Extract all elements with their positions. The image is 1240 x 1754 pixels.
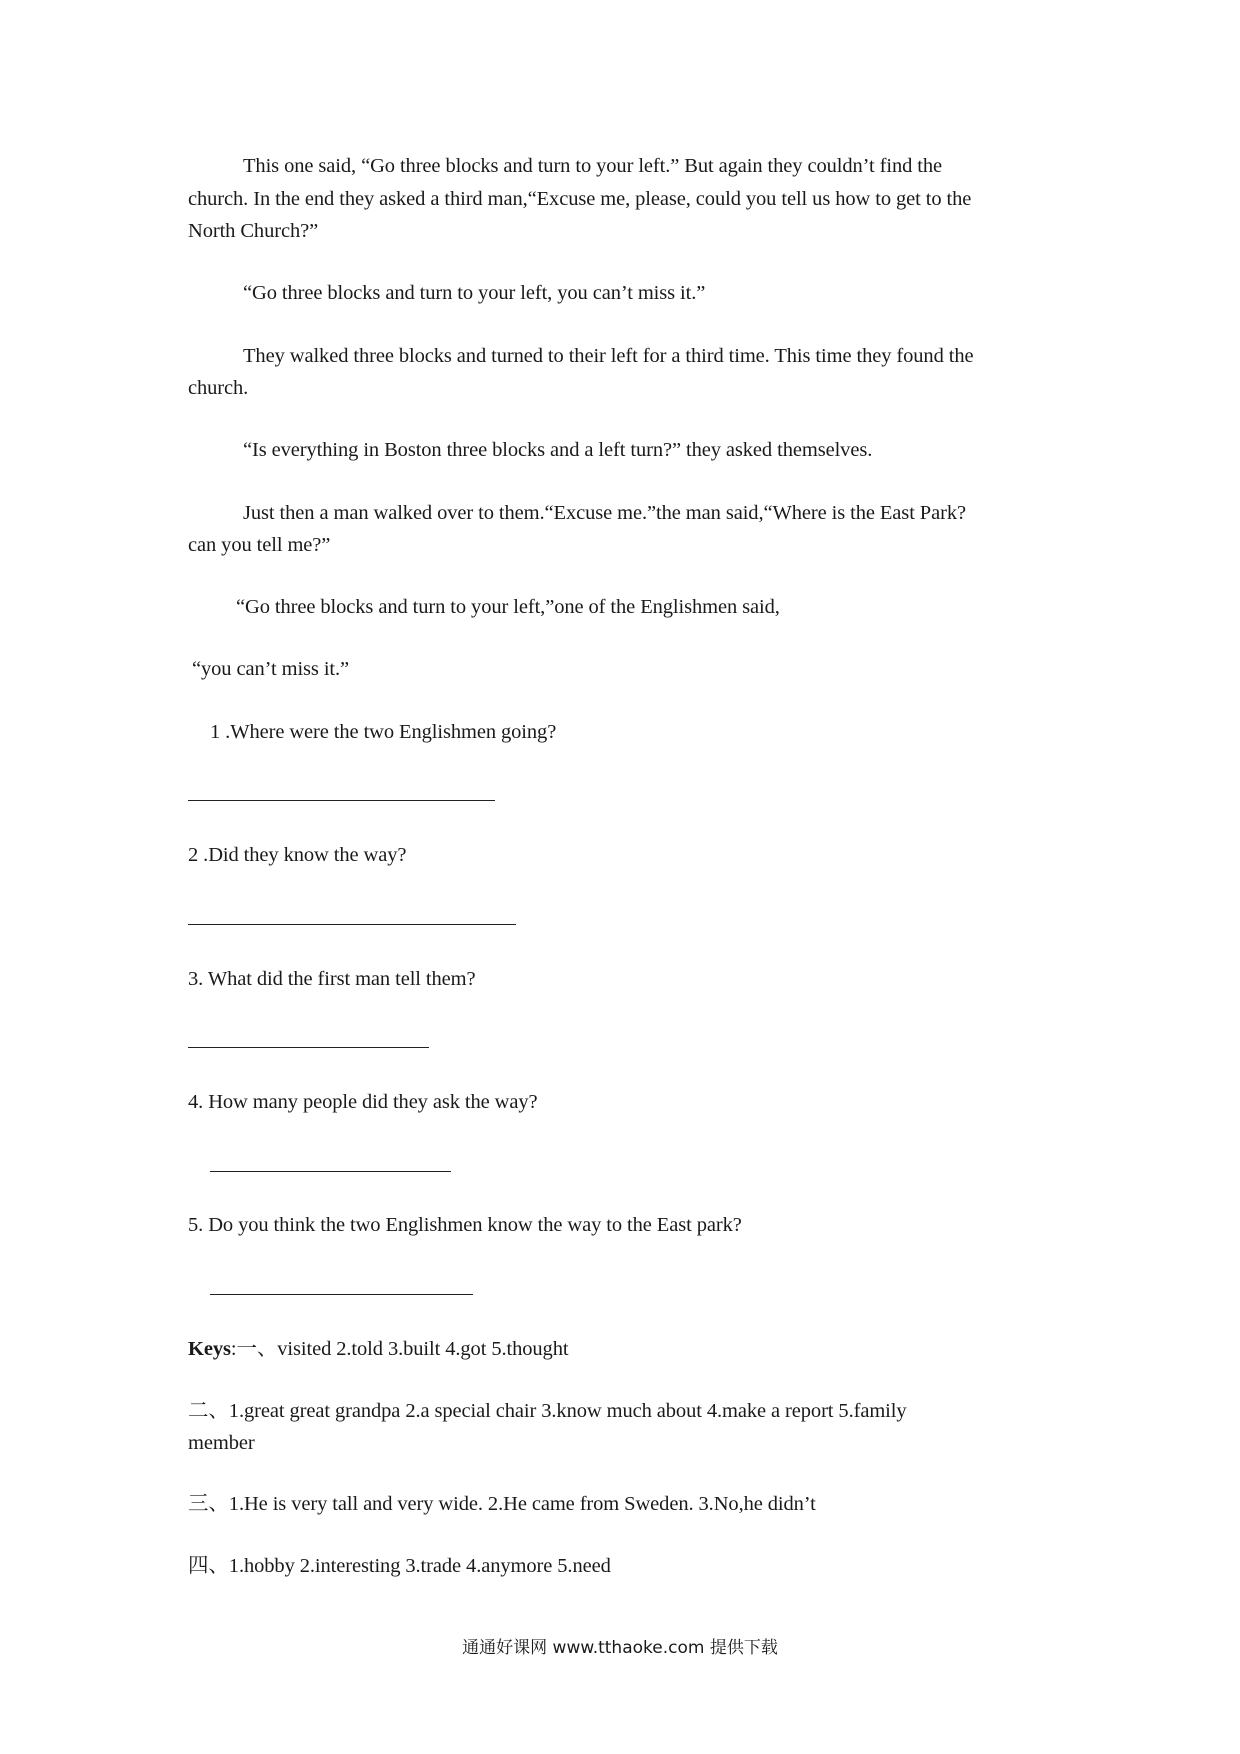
- story-paragraph-6-line-1: “Go three blocks and turn to your left,”one of the Englishmen said,: [236, 596, 780, 618]
- keys-line-2b: member: [188, 1432, 255, 1454]
- keys-label: Keys: [188, 1338, 231, 1360]
- question-4: 4. How many people did they ask the way?: [188, 1091, 538, 1113]
- answer-line-2[interactable]: [188, 924, 516, 925]
- story-paragraph-6-line-2: “you can’t miss it.”: [192, 658, 350, 680]
- story-paragraph-5-line-2: can you tell me?”: [188, 534, 331, 556]
- question-2: 2 .Did they know the way?: [188, 844, 407, 866]
- question-3: 3. What did the first man tell them?: [188, 968, 476, 990]
- keys-line-2a: 二、1.great great grandpa 2.a special chair 3.know much about 4.make a report 5.family: [188, 1400, 907, 1422]
- question-5: 5. Do you think the two Englishmen know the way to the East park?: [188, 1214, 742, 1236]
- answer-line-4[interactable]: [210, 1171, 451, 1172]
- question-1: 1 .Where were the two Englishmen going?: [210, 721, 557, 743]
- story-paragraph-1-line-3: North Church?”: [188, 220, 319, 242]
- answer-line-3[interactable]: [188, 1047, 429, 1048]
- keys-line-1-answers: :一、visited 2.told 3.built 4.got 5.thought: [230, 1338, 569, 1360]
- story-paragraph-1-line-1: This one said, “Go three blocks and turn to your left.” But again they couldn’t find the: [243, 155, 943, 177]
- keys-line-3: 三、1.He is very tall and very wide. 2.He came from Sweden. 3.No,he didn’t: [188, 1493, 816, 1515]
- answer-line-1[interactable]: [188, 800, 495, 801]
- story-paragraph-4: “Is everything in Boston three blocks and a left turn?” they asked themselves.: [243, 439, 873, 461]
- story-paragraph-5-line-1: Just then a man walked over to them.“Excuse me.”the man said,“Where is the East Park?: [243, 502, 966, 524]
- answer-line-5[interactable]: [210, 1294, 473, 1295]
- keys-line-1: [188, 1333, 568, 1365]
- page-footer: 通通好课网 www.tthaoke.com 提供下载: [462, 1638, 778, 1658]
- story-paragraph-3-line-1: They walked three blocks and turned to their left for a third time. This time they found the: [243, 345, 974, 367]
- story-paragraph-3-line-2: church.: [188, 377, 249, 399]
- keys-line-4: 四、1.hobby 2.interesting 3.trade 4.anymore 5.need: [188, 1555, 611, 1577]
- story-paragraph-1-line-2: church. In the end they asked a third man,“Excuse me, please, could you tell us how to get to the: [188, 188, 972, 210]
- story-paragraph-2: “Go three blocks and turn to your left, you can’t miss it.”: [243, 282, 706, 304]
